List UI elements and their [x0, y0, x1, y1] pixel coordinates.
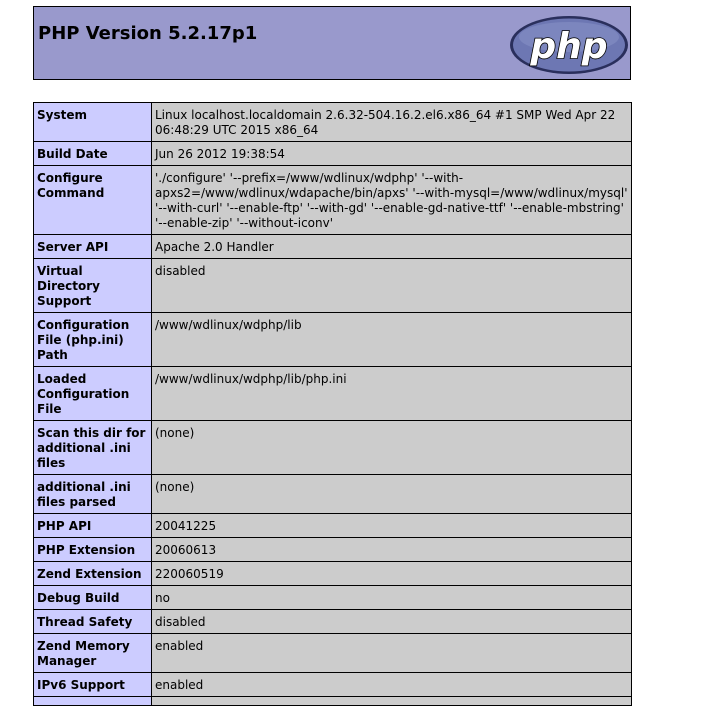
row-key: Configure Command	[34, 166, 152, 235]
table-row	[34, 142, 632, 166]
row-value: (none)	[152, 475, 632, 514]
row-key: Scan this dir for additional .ini files	[34, 421, 152, 475]
table-row	[34, 586, 632, 610]
table-row	[34, 259, 632, 313]
row-value: Jun 26 2012 19:38:54	[152, 142, 632, 166]
table-row	[34, 673, 632, 697]
table-row	[34, 562, 632, 586]
table-row	[34, 514, 632, 538]
row-key: PHP Extension	[34, 538, 152, 562]
row-key: PHP API	[34, 514, 152, 538]
row-value: disabled	[152, 610, 632, 634]
row-key: additional .ini files parsed	[34, 475, 152, 514]
row-key: Configuration File (php.ini) Path	[34, 313, 152, 367]
row-key: Debug Build	[34, 586, 152, 610]
row-value: (none)	[152, 421, 632, 475]
row-key: Server API	[34, 235, 152, 259]
table-row	[34, 475, 632, 514]
table-row	[34, 313, 632, 367]
php-logo[interactable]	[509, 15, 629, 75]
table-row	[34, 367, 632, 421]
header-banner	[33, 6, 631, 80]
row-value: 20041225	[152, 514, 632, 538]
row-value: enabled	[152, 673, 632, 697]
row-value: 220060519	[152, 562, 632, 586]
row-key	[34, 697, 152, 706]
row-key: IPv6 Support	[34, 673, 152, 697]
php-logo-text: php	[530, 26, 608, 67]
table-row	[34, 421, 632, 475]
row-value: 20060613	[152, 538, 632, 562]
table-row	[34, 103, 632, 142]
row-value: enabled	[152, 634, 632, 673]
row-key: Zend Extension	[34, 562, 152, 586]
table-row	[34, 634, 632, 673]
row-value: no	[152, 586, 632, 610]
row-value: disabled	[152, 259, 632, 313]
page-title: PHP Version 5.2.17p1	[38, 23, 258, 44]
row-key: Thread Safety	[34, 610, 152, 634]
row-value: Apache 2.0 Handler	[152, 235, 632, 259]
info-table	[33, 102, 632, 706]
table-row	[34, 166, 632, 235]
row-value	[152, 697, 632, 706]
row-value: /www/wdlinux/wdphp/lib	[152, 313, 632, 367]
row-value: './configure' '--prefix=/www/wdlinux/wdphp' '--with-apxs2=/www/wdlinux/wdapache/bin/apxs' '--with-mysql=/www/wdlinux/mysql' '--with-curl' '--enable-ftp' '--with-gd' '--enable-gd-native-ttf' '--enable-mbstring' '--enable-zip' '--without-iconv'	[152, 166, 632, 235]
row-key: Build Date	[34, 142, 152, 166]
row-key: Loaded Configuration File	[34, 367, 152, 421]
row-value: Linux localhost.localdomain 2.6.32-504.16.2.el6.x86_64 #1 SMP Wed Apr 22 06:48:29 UTC 2015 x86_64	[152, 103, 632, 142]
row-value: /www/wdlinux/wdphp/lib/php.ini	[152, 367, 632, 421]
row-key: Virtual Directory Support	[34, 259, 152, 313]
table-row	[34, 235, 632, 259]
row-key: System	[34, 103, 152, 142]
table-row	[34, 538, 632, 562]
table-row	[34, 610, 632, 634]
row-key: Zend Memory Manager	[34, 634, 152, 673]
table-row	[34, 697, 632, 706]
